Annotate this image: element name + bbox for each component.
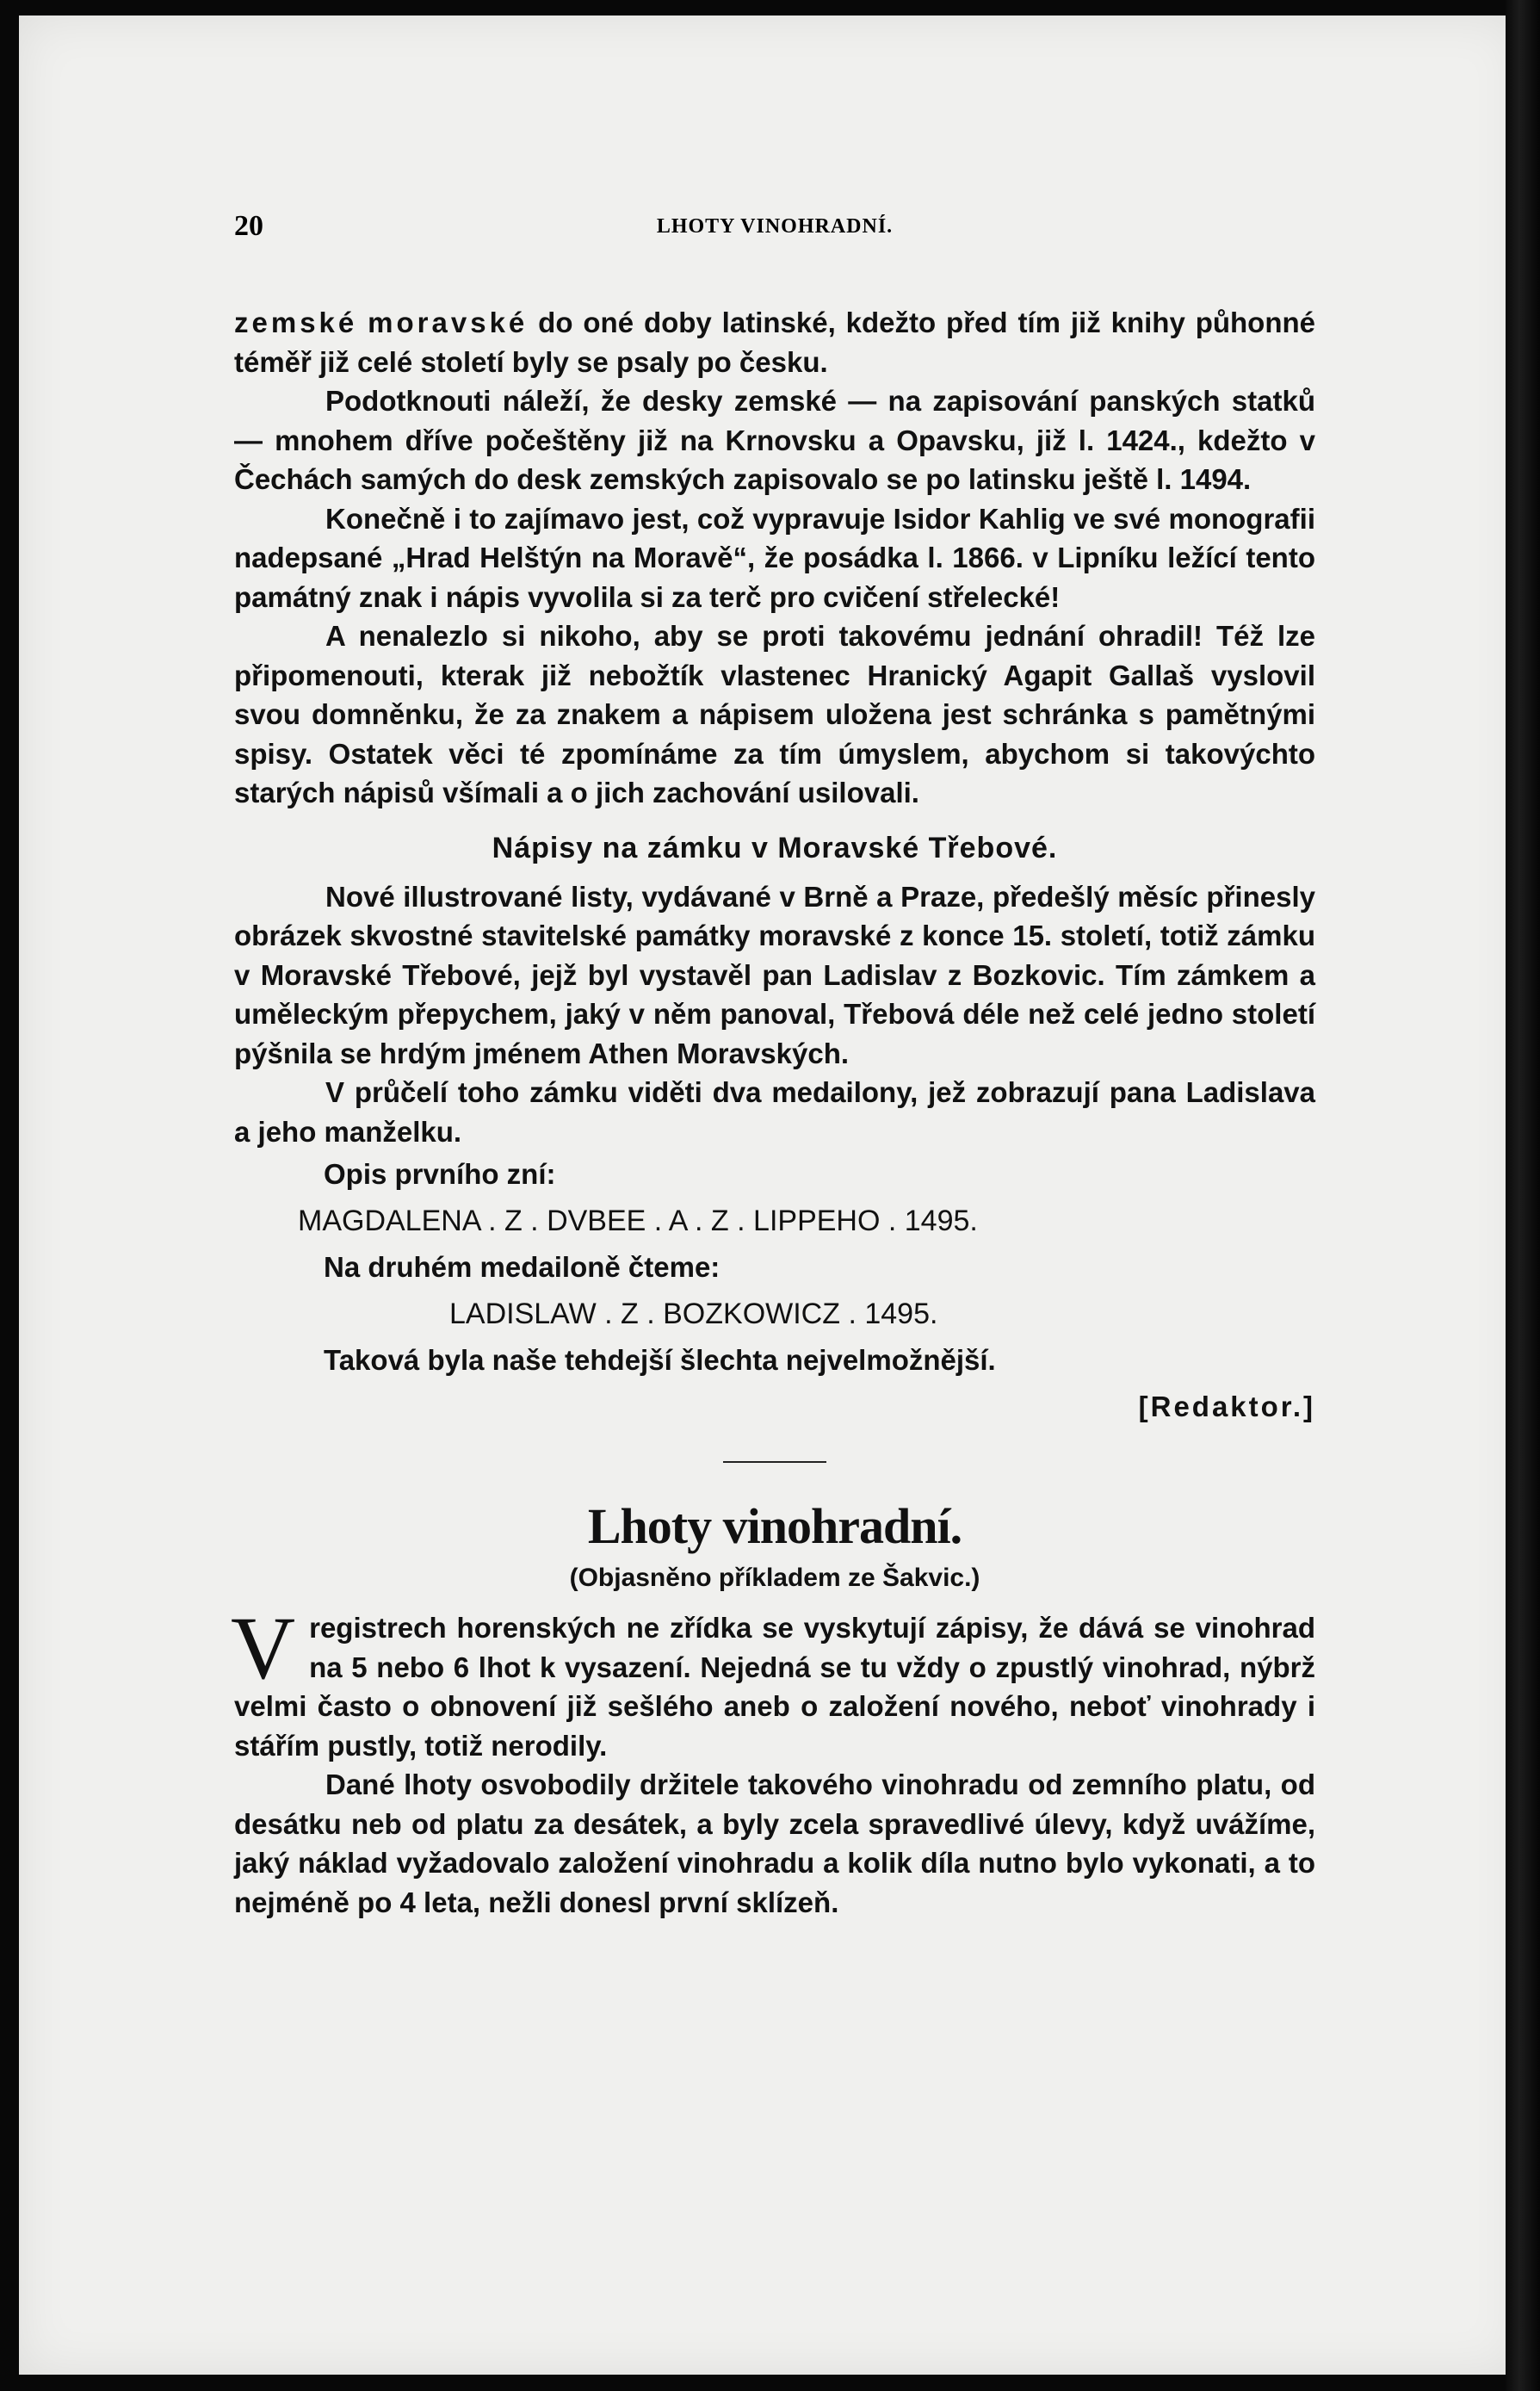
paragraph-4: A nenalezlo si nikoho, aby se proti takovému jednání ohradil! Též lze připomenouti, kterak již nebožtík vlastenec Hranický Agapit Gallaš vyslovil svou domněnku, že za znakem a nápisem uložena jest schránka s pamětnými spisy. Ostatek věci té zpomínáme za tím úmyslem, abychom si takovýchto starých nápisů všímali a o jich zachování usilovali. xyxy=(234,620,1315,808)
drop-cap: V xyxy=(231,1599,296,1698)
spaced-word-1: zemské xyxy=(234,307,358,338)
article-body xyxy=(231,1599,1315,1922)
paragraph-2: Podotknouti náleží, že desky zemské — na zapisování panských statků — mnohem dříve počeštěny již na Krnovsku a Opavsku, již l. 1424., kdežto v Čechách samých do desk zemských zapisovalo se po latinsku ještě l. 1494. xyxy=(234,385,1315,495)
paragraph-1-rest: do oné doby latinské, kdežto před tím již knihy půhonné téměř již celé století byly se psaly po česku. xyxy=(234,307,1315,378)
page-header xyxy=(234,210,1315,253)
paragraph-3: Konečně i to zajímavo jest, což vypravuje Isidor Kahlig ve své monografii nadepsané „Hrad Helštýn na Moravě“, že posádka l. 1866. v Lipníku ležící tento památný znak i nápis vyvolila si za terč pro cvičení střelecké! xyxy=(234,502,1315,613)
divider-rule xyxy=(723,1461,826,1463)
inscription-intro-1: Opis prvního zní: xyxy=(324,1158,556,1190)
paragraph-1 xyxy=(234,303,1315,381)
article-paragraph-2: Dané lhoty osvobodily držitele takového vinohradu od zemního platu, od desátku neb od platu za desátek, a byly zcela spravedlivé úlevy, když uvážíme, jaký náklad vyžadovalo založení vinohradu a kolik díla nutno bylo vykonati, a to nejméně po 4 leta, nežli donesl první sklízeň. xyxy=(234,1768,1315,1918)
spaced-word-2: moravské xyxy=(368,307,529,338)
section-paragraph-1: Nové illustrované listy, vydávané v Brně a Praze, předešlý měsíc přinesly obrázek skvostné stavitelské památky moravské z konce 15. století, totiž zámku v Moravské Třebové, jejž byl vystavěl pan Ladislav z Bozkovic. Tím zámkem a uměleckým přepychem, jaký v něm panoval, Třebová déle než celé jedno století pýšnila se hrdým jménem Athen Moravských. xyxy=(234,880,1315,1069)
page-number: 20 xyxy=(234,210,263,242)
running-title: LHOTY VINOHRADNÍ. xyxy=(656,215,894,238)
section-title: Nápisy na zámku v Moravské Třebové. xyxy=(492,831,1058,864)
article-subtitle: (Objasněno příkladem ze Šakvic.) xyxy=(569,1564,980,1592)
section-closing: Taková byla naše tehdejší šlechta nejvelmožnější. xyxy=(324,1344,996,1376)
inscription-2: LADISLAW . Z . BOZKOWICZ . 1495. xyxy=(449,1298,938,1330)
signature: [Redaktor.] xyxy=(1138,1391,1315,1422)
section-paragraph-2: V průčelí toho zámku viděti dva medailony, jež zobrazují pana Ladislava a jeho manželku. xyxy=(234,1076,1315,1148)
inscription-1: MAGDALENA . Z . DVBEE . A . Z . LIPPEHO . 1495. xyxy=(298,1205,978,1237)
article-paragraph-1 xyxy=(231,1599,1315,1765)
text-column xyxy=(231,303,1315,1922)
article-paragraph-1-text: registrech horenských ne zřídka se vyskytují zápisy, že dává se vinohrad na 5 nebo 6 lhot k vysazení. Nejedná se tu vždy o zpustlý vinohrad, nýbrž velmi často o obnovení již sešlého aneb o založení nového, neboť vinohrady i stářím pustly, totiž nerodily. xyxy=(234,1612,1315,1762)
scan-edge xyxy=(1506,0,1540,2391)
article-title: Lhoty vinohradní. xyxy=(587,1498,962,1554)
inscription-intro-2: Na druhém medailoně čteme: xyxy=(324,1251,721,1283)
